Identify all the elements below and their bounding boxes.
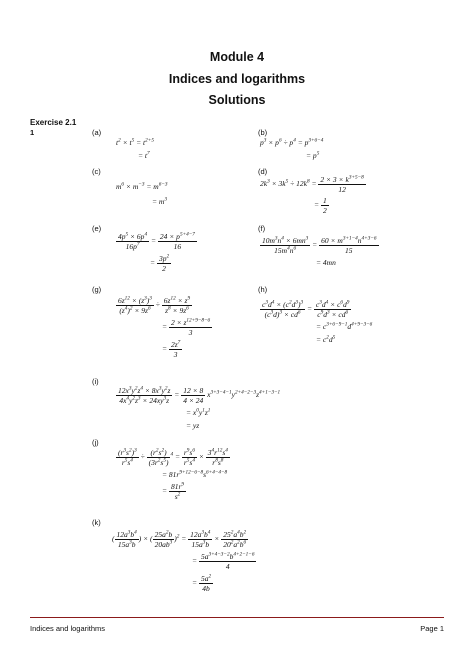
solution-h: $\frac{c^3d^4 \times (c^2d^3)^3}{(c^3d)^3 \times cd^6}$ = $\frac{c^3d^4 \times c^6d^9}{c^9d^3 \times cd^6}$ = $c^{3+6-9-1}d^{4+9-3-6}$ = $c^2d^5$ (262, 299, 373, 344)
solution-d: $2k^3 \times 3k^5 \div 12k^8$ = $\frac{2 \times 3 \times k^{3+5-8}}{12}$ = $\frac{1}{2}$ (260, 174, 364, 215)
part-label-k: (k) (92, 518, 101, 527)
question-number: 1 (30, 128, 35, 137)
solution-b: $p^3 \times p^6 \div p^4 = p^{3+6-4}$ = $p^5$ (260, 137, 324, 160)
solution-k: ( $\frac{12a^3b^4}{15a^3b}$ ) × ( $\frac{25a^2b}{20ab^3}$ )$^2$ = $\frac{12a^3b^4}{15a^3b}$ × $\frac{25^2a^4b^2}{20^2a^2b^6}$ = $\frac{5a^{3+4-3-2}b^{4+2-1-6}}{4}$ = $\frac{5a^2}{4b}$ (112, 529, 255, 593)
module-heading: Module 4 (209, 50, 265, 64)
exercise-heading: Exercise 2.1 (30, 118, 77, 127)
part-label-g: (g) (92, 285, 102, 294)
footer-rule (30, 617, 444, 618)
part-label-f: (f) (258, 224, 266, 233)
part-label-c: (c) (92, 167, 101, 176)
solution-i: $\frac{12x^3y^2z^4 \times 8x^3y^2z}{4x^4y^2z^3 \times 24xy^3z}$ = $\frac{12 \times 8}{4 \times 24}$ $x^{3+3-4-1}y^{2+4-2-3}z^{4+1-3-1}$ = $x^0y^1z^1$ = yz (118, 385, 281, 430)
solution-g: $\frac{6z^{12} \times (z^3)^3}{(z^4)^2 \times 9z^6}$ ÷ $\frac{6z^{12} \times z^9}{z^8 \times 9z^6}$ = $\frac{2 \times z^{12+9-8-6}}{3}$ = $\frac{2z^7}{3}$ (118, 295, 211, 359)
topic-heading: Indices and logarithms (168, 72, 306, 86)
solution-e: $\frac{4p^5 \times 6p^4}{16p^7}$ = $\frac{24 \times p^{5+4-7}}{16}$ = $\frac{3p^2}{2}$ (118, 231, 195, 273)
solution-c: $m^6 \times m^{-3} = m^{6-3}$ = $m^3$ (116, 181, 168, 206)
part-label-e: (e) (92, 224, 102, 233)
part-label-a: (a) (92, 128, 102, 137)
part-label-j: (j) (92, 438, 99, 447)
part-label-i: (i) (92, 377, 99, 386)
solution-j: $\frac{(r^3s^2)^3}{r^5s^4}$ ÷ $\frac{(r^2s^2)}{(3r^2s^5)}$ $^4$ = $\frac{r^9s^6}{r^5s^4}$ × $\frac{3^4r^{12}s^4}{r^8s^8}$ = $81r^{9+12-6-8}s^{6+4-4-8}$ = $\frac{81r^9}{s^2}$ (118, 447, 228, 501)
solution-f: $\frac{10m^3n^4 \times 6mn^3}{15m^4n^6}$ = $\frac{60 \times m^{3+1-4}n^{4+3-6}}{15}$ = 4mn (262, 235, 377, 267)
solutions-heading: Solutions (208, 93, 266, 107)
footer-title: Indices and logarithms (30, 624, 106, 633)
page-number: Page 1 (420, 624, 444, 633)
solution-a: $t^2 \times t^5 = t^{2+5}$ = $t^7$ (116, 137, 154, 160)
part-label-b: (b) (258, 128, 268, 137)
part-label-h: (h) (258, 285, 268, 294)
part-label-d: (d) (258, 167, 268, 176)
